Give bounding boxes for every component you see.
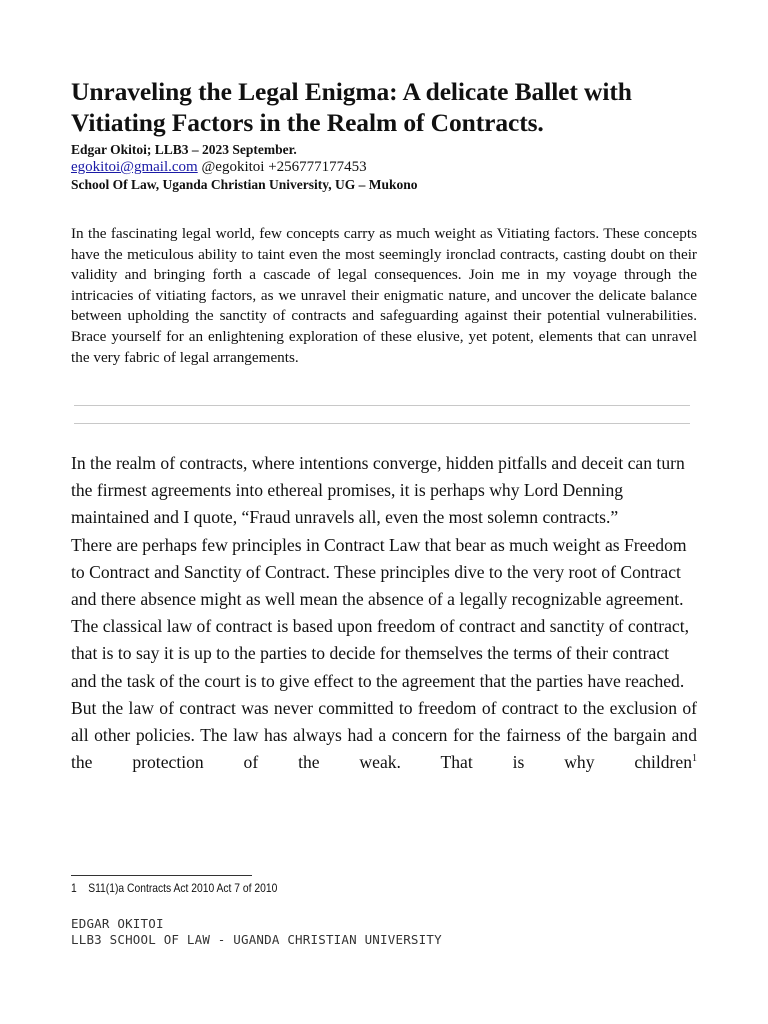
- body-paragraph-4-text: But the law of contract was never committed to freedom of contract to the exclusion of all other policies. The law has always had a concern for the fairness of the bargain and the protection of the weak. That is why children: [71, 697, 697, 773]
- divider-line-bottom: [74, 423, 690, 424]
- footnote: [71, 881, 277, 896]
- author-byline: Edgar Okitoi; LLB3 – 2023 September.: [71, 142, 297, 157]
- school-affiliation: School Of Law, Uganda Christian University, UG – Mukono: [71, 177, 418, 192]
- divider-line-top: [74, 405, 690, 406]
- footnote-number: 1: [71, 881, 77, 895]
- body-paragraph-1: In the realm of contracts, where intentions converge, hidden pitfalls and deceit can turn the firmest agreements into ethereal promises, it is perhaps why Lord Denning maintained and I quote, “Fraud unravels all, even the most solemn contracts.”: [71, 453, 685, 528]
- article-header: [71, 76, 697, 368]
- footnote-text: S11(1)a Contracts Act 2010 Act 7 of 2010: [88, 881, 278, 895]
- contact-handle-phone: @egokitoi +256777177453: [197, 159, 367, 175]
- body-paragraph-2: There are perhaps few principles in Contract Law that bear as much weight as Freedom to Contract and Sanctity of Contract. These principles dive to the very root of Contract and there absence might as well mean the absence of a legally recognizable agreement.: [71, 534, 687, 610]
- footnote-separator: [71, 875, 252, 876]
- footer-author: EDGAR OKITOI: [71, 916, 164, 931]
- body-paragraph-4: [71, 695, 697, 777]
- article-body: [71, 450, 697, 776]
- intro-abstract: In the fascinating legal world, few concepts carry as much weight as Vitiating factors. These concepts have the meticulous ability to taint even the most seemingly ironclad contracts, casting doubt on their validity and bringing forth a cascade of legal consequences. Join me in my voyage through the intricacies of vitiating factors, as we unravel their enigmatic nature, and uncover the delicate balance between upholding the sanctity of contracts and safeguarding against their potential vulnerabilities. Brace yourself for an enlightening exploration of these elusive, yet potent, elements that can unravel the very fabric of legal arrangements.: [71, 225, 697, 366]
- page-footer: [71, 916, 442, 948]
- footnote-reference[interactable]: 1: [692, 753, 697, 765]
- author-contact: [71, 158, 697, 176]
- article-title: Unraveling the Legal Enigma: A delicate Ballet with Vitiating Factors in the Realm of Contracts.: [71, 77, 632, 137]
- body-paragraph-3: The classical law of contract is based upon freedom of contract and sanctity of contract, that is to say it is up to the parties to decide for themselves the terms of their contract and the task of the court is to give effect to the agreement that the parties have reached.: [71, 616, 689, 691]
- footer-affiliation: LLB3 SCHOOL OF LAW - UGANDA CHRISTIAN UNIVERSITY: [71, 932, 442, 947]
- email-link[interactable]: egokitoi@gmail.com: [71, 159, 198, 175]
